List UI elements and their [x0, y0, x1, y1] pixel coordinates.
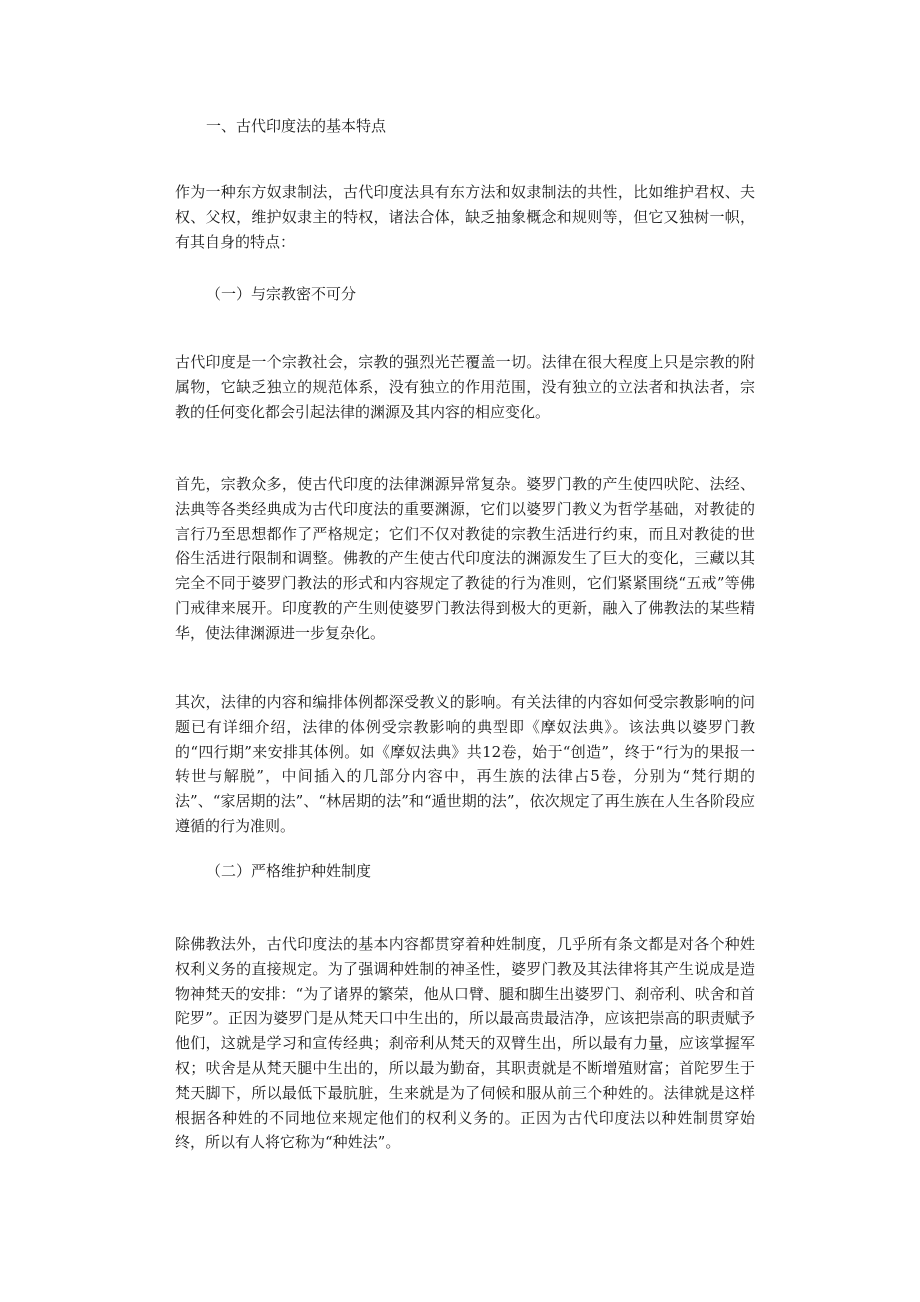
intro-paragraph: 作为一种东方奴隶制法，古代印度法具有东方法和奴隶制法的共性，比如维护君权、夫权、父权，维护奴隶主的特权，诸法合体，缺乏抽象概念和规则等，但它又独树一帜，有其自身的特点： — [175, 183, 755, 251]
paragraph-religious-society: 古代印度是一个宗教社会，宗教的强烈光芒覆盖一切。法律在很大程度上只是宗教的附属物，它缺乏独立的规范体系，没有独立的作用范围，没有独立的立法者和执法者，宗教的任何变化都会引起法律的渊源及其内容的相应变化。 — [175, 353, 755, 421]
document-title: 一、古代印度法的基本特点 — [206, 117, 387, 135]
paragraph-caste-system: 除佛教法外，古代印度法的基本内容都贯穿着种姓制度，几乎所有条文都是对各个种姓权利义务的直接规定。为了强调种姓制的神圣性，婆罗门教及其法律将其产生说成是造物神梵天的安排：“为了诸界的繁荣，他从口臂、腿和脚生出婆罗门、刹帝利、吠舍和首陀罗”。正因为婆罗门是从梵天口中生出的，所以最高贵最洁净，应该把崇高的职责赋予他们，这就是学习和宣传经典；刹帝利从梵天的双臂生出，所以最有力量，应该掌握军权；吠舍是从梵天腿中生出的，所以最为勤奋，其职责就是不断增殖财富；首陀罗生于梵天脚下，所以最低下最肮脏，生来就是为了伺候和服从前三个种姓的。法律就是这样根据各种姓的不同地位来规定他们的权利义务的。正因为古代印度法以种姓制贯穿始终，所以有人将它称为“种姓法”。 — [175, 935, 755, 1152]
paragraph-second-point: 其次，法律的内容和编排体例都深受教义的影响。有关法律的内容如何受宗教影响的问题已有详细介绍，法律的体例受宗教影响的典型即《摩奴法典》。该法典以婆罗门教的“四行期”来安排其体例。如《摩奴法典》共12卷，始于“创造”，终于“行为的果报一转世与解脱”，中间插入的几部分内容中，再生族的法律占5卷，分别为“梵行期的法”、“家居期的法”、“林居期的法”和“遁世期的法”，依次规定了再生族在人生各阶段应遵循的行为准则。 — [175, 693, 755, 835]
paragraph-first-point: 首先，宗教众多，使古代印度的法律渊源异常复杂。婆罗门教的产生使四吠陀、法经、法典等各类经典成为古代印度法的重要渊源，它们以婆罗门教义为哲学基础，对教徒的言行乃至思想都作了严格规定；它们不仅对教徒的宗教生活进行约束，而且对教徒的世俗生活进行限制和调整。佛教的产生使古代印度法的渊源发生了巨大的变化，三藏以其完全不同于婆罗门教法的形式和内容规定了教徒的行为准则，它们紧紧围绕“五戒”等佛门戒律来展开。印度教的产生则使婆罗门教法得到极大的更新，融入了佛教法的某些精华，使法律渊源进一步复杂化。 — [175, 475, 755, 642]
section-heading-caste: （二）严格维护种姓制度 — [206, 862, 372, 880]
section-heading-religion: （一）与宗教密不可分 — [206, 285, 357, 303]
